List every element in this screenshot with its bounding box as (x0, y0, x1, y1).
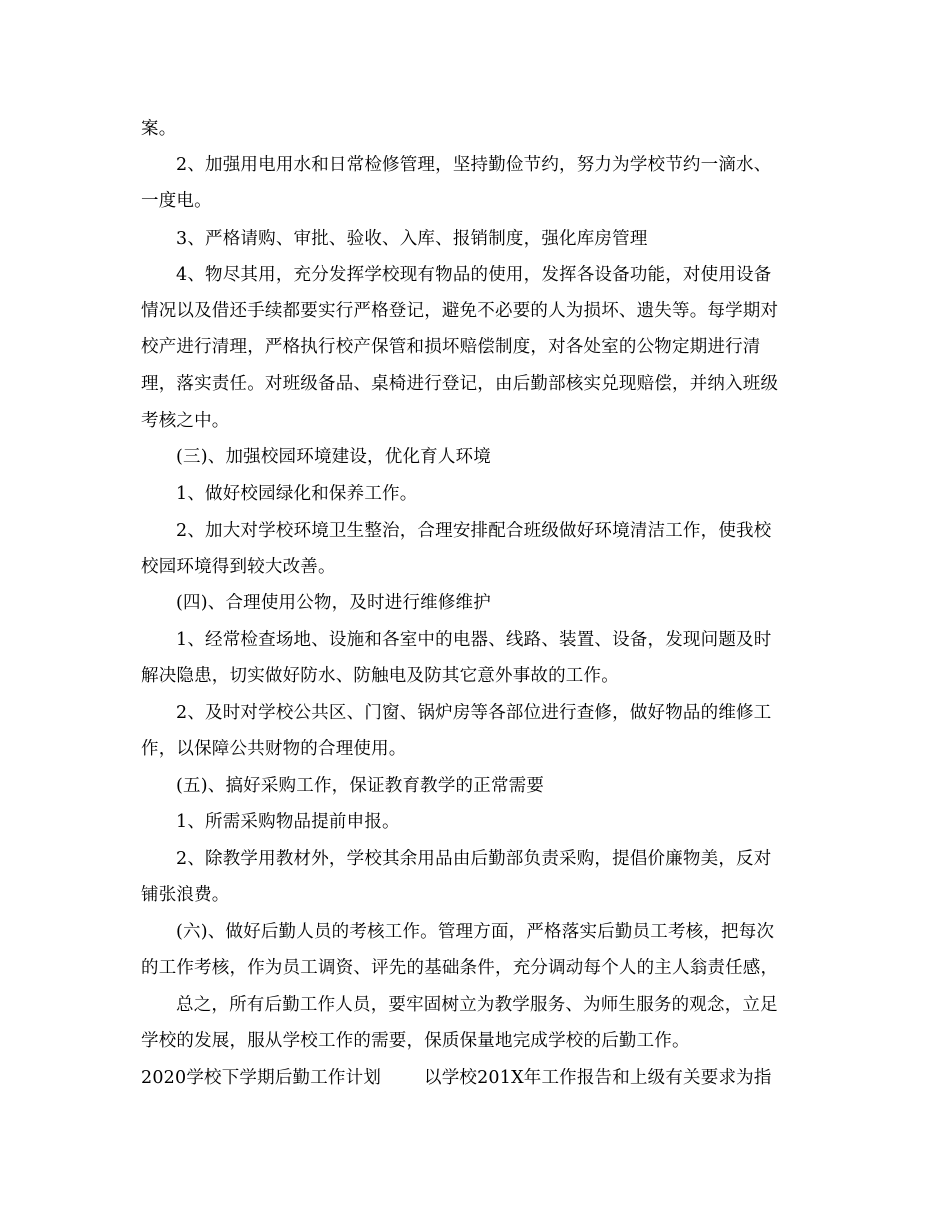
text-line: 1、做好校园绿化和保养工作。 (176, 484, 418, 504)
text-line: 校园环境得到较大改善。 (141, 557, 336, 577)
section-heading: (四)、合理使用公物，及时进行维修维护 (176, 593, 491, 613)
text-line: 作，以保障公共财物的合理使用。 (141, 739, 407, 759)
text-line: 2、及时对学校公共区、门窗、锅炉房等各部位进行查修，做好物品的维修工 (176, 703, 772, 723)
text-line: 一度电。 (141, 191, 212, 211)
text-line: 3、严格请购、审批、验收、入库、报销制度，强化库房管理 (176, 229, 648, 249)
text-line: 考核之中。 (141, 411, 230, 431)
text-line: 校产进行清理，严格执行校产保管和损坏赔偿制度，对各处室的公物定期进行清 (141, 337, 761, 357)
text-line: 2、除教学用教材外，学校其余用品由后勤部负责采购，提倡价廉物美，反对 (176, 849, 772, 869)
text-line: 1、经常检查场地、设施和各室中的电器、线路、装置、设备，发现问题及时 (176, 630, 772, 650)
text-line: 理，落实责任。对班级备品、桌椅进行登记，由后勤部核实兑现赔偿，并纳入班级 (141, 374, 779, 394)
section-heading: (三)、加强校园环境建设，优化育人环境 (176, 447, 491, 467)
text-line: 案。 (141, 119, 177, 139)
text-line: 情况以及借还手续都要实行严格登记，避免不必要的人为损坏、遗失等。每学期对 (141, 301, 779, 321)
section-heading: (五)、搞好采购工作，保证教育教学的正常需要 (176, 776, 545, 796)
text-line: 铺张浪费。 (141, 885, 230, 905)
text-line: 的工作考核，作为员工调资、评先的基础条件，充分调动每个人的主人翁责任感， (141, 958, 779, 978)
text-line: 总之，所有后勤工作人员，要牢固树立为教学服务、为师生服务的观念，立足 (176, 995, 778, 1015)
text-line: 2、加强用电用水和日常检修管理，坚持勤俭节约，努力为学校节约一滴水、 (176, 155, 772, 175)
text-line: 1、所需采购物品提前申报。 (176, 812, 400, 832)
text-line: 学校的发展，服从学校工作的需要，保质保量地完成学校的后勤工作。 (141, 1031, 690, 1051)
text-line: 解决隐患，切实做好防水、防触电及防其它意外事故的工作。 (141, 666, 619, 686)
footer-text: 以学校201X年工作报告和上级有关要求为指 (424, 1068, 772, 1088)
footer-title: 2020学校下学期后勤工作计划 (141, 1068, 382, 1088)
section-heading: (六)、做好后勤人员的考核工作。管理方面，严格落实后勤员工考核，把每次 (176, 922, 775, 942)
text-line: 2、加大对学校环境卫生整治，合理安排配合班级做好环境清洁工作，使我校 (176, 521, 772, 541)
text-line: 4、物尽其用，充分发挥学校现有物品的使用，发挥各设备功能，对使用设备 (176, 265, 772, 285)
